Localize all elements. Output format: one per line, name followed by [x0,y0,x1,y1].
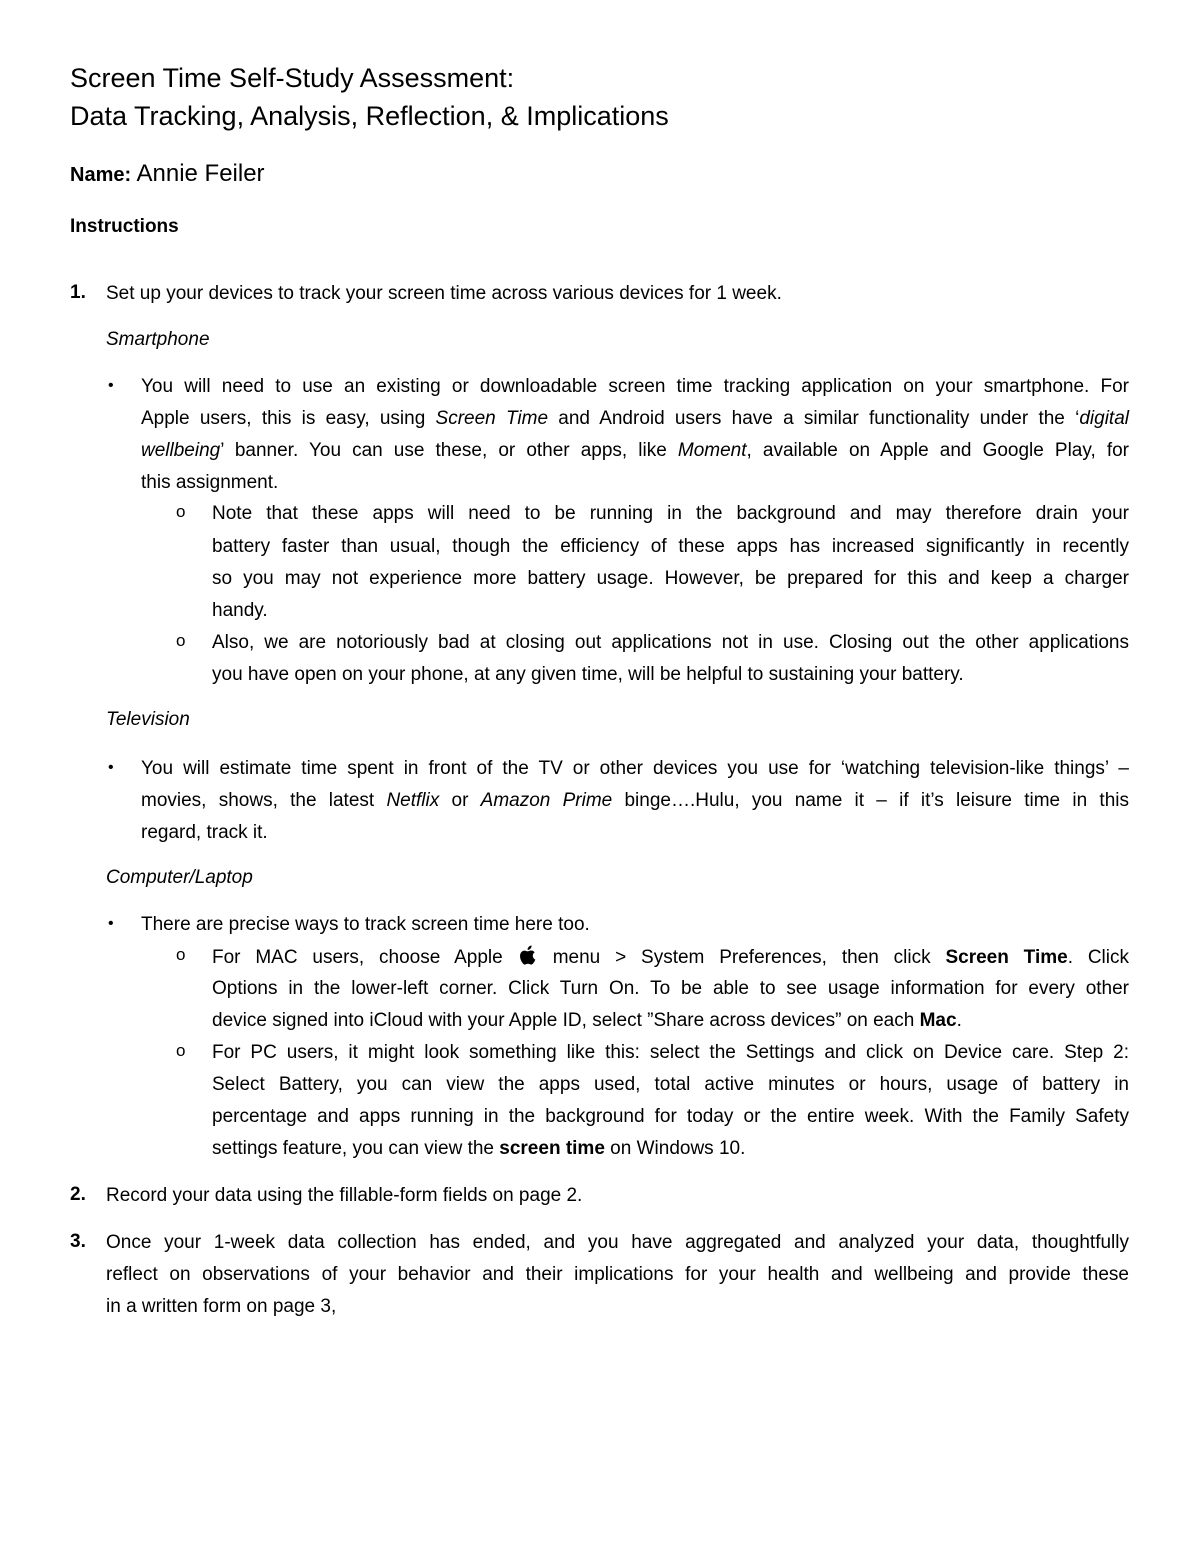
television-bullet-line-1: You will estimate time spent in front of the TV or other devices you use for ‘watching television-like things’ – [141,758,1129,779]
instructions-heading: Instructions [70,216,179,237]
bullet-icon: • [108,759,114,776]
smartphone-bullet-line-1: You will need to use an existing or downloadable screen time tracking application on your smartphone. For [141,376,1129,397]
sub-bullet-icon: o [176,631,186,650]
television-heading: Television [106,709,190,730]
computer-heading: Computer/Laptop [106,867,253,888]
closing-apps-line-2: you have open on your phone, at any given time, will be helpful to sustaining your battery. [212,664,964,685]
step-2-text: Record your data using the fillable-form fields on page 2. [106,1185,583,1206]
step-3-line-3: in a written form on page 3, [106,1296,337,1317]
sub-bullet-icon: o [176,502,186,521]
step-3-line-1: Once your 1-week data collection has ended, and you have aggregated and analyzed your data, thoughtfully [106,1232,1129,1253]
battery-note-line-2: battery faster than usual, though the efficiency of these apps has increased significantly in recently [212,536,1129,557]
step-3-line-2: reflect on observations of your behavior and their implications for your health and wellbeing and provide these [106,1264,1129,1285]
battery-note-line-1: Note that these apps will need to be running in the background and may therefore drain your [212,503,1129,524]
step-1-text: Set up your devices to track your screen time across various devices for 1 week. [106,283,782,304]
pc-line-1: For PC users, it might look something like this: select the Settings and click on Device care. Step 2: [212,1042,1129,1063]
sub-bullet-icon: o [176,1041,186,1060]
step-1-number: 1. [70,282,86,303]
battery-note-line-3: so you may not experience more battery usage. However, be prepared for this and keep a charger [212,568,1129,589]
smartphone-heading: Smartphone [106,329,210,350]
mac-line-3: device signed into iCloud with your Apple ID, select ”Share across devices” on each Mac. [212,1010,962,1031]
name-value: Annie Feiler [136,160,265,187]
bullet-icon: • [108,377,114,394]
bullet-icon: • [108,915,114,932]
battery-note-line-4: handy. [212,600,268,621]
sub-bullet-icon: o [176,945,186,964]
smartphone-bullet-line-3: wellbeing’ banner. You can use these, or other apps, like Moment, available on Apple and Google Play, for [141,440,1129,461]
mac-line-2: Options in the lower-left corner. Click Turn On. To be able to see usage information for every other [212,978,1129,999]
name-line [70,160,265,188]
page-title-line-2: Data Tracking, Analysis, Reflection, & Implications [70,101,669,131]
page-title-line-1: Screen Time Self-Study Assessment: [70,63,515,93]
apple-logo-icon [519,945,537,973]
mac-line-1: For MAC users, choose Apple menu > System Preferences, then click Screen Time. Click [212,945,1129,973]
smartphone-bullet-line-2: Apple users, this is easy, using Screen Time and Android users have a similar functionality under the ‘digital [141,408,1129,429]
pc-line-2: Select Battery, you can view the apps used, total active minutes or hours, usage of battery in [212,1074,1129,1095]
step-3-number: 3. [70,1231,86,1252]
television-bullet-line-2: movies, shows, the latest Netflix or Amazon Prime binge….Hulu, you name it – if it’s leisure time in this [141,790,1129,811]
smartphone-bullet-line-4: this assignment. [141,472,279,493]
name-label: Name: [70,164,132,186]
computer-bullet-line-1: There are precise ways to track screen time here too. [141,914,590,935]
pc-line-4: settings feature, you can view the screen time on Windows 10. [212,1138,746,1159]
television-bullet-line-3: regard, track it. [141,822,268,843]
pc-line-3: percentage and apps running in the background for today or the entire week. With the Family Safety [212,1106,1129,1127]
closing-apps-line-1: Also, we are notoriously bad at closing out applications not in use. Closing out the other applications [212,632,1129,653]
step-2-number: 2. [70,1184,86,1205]
